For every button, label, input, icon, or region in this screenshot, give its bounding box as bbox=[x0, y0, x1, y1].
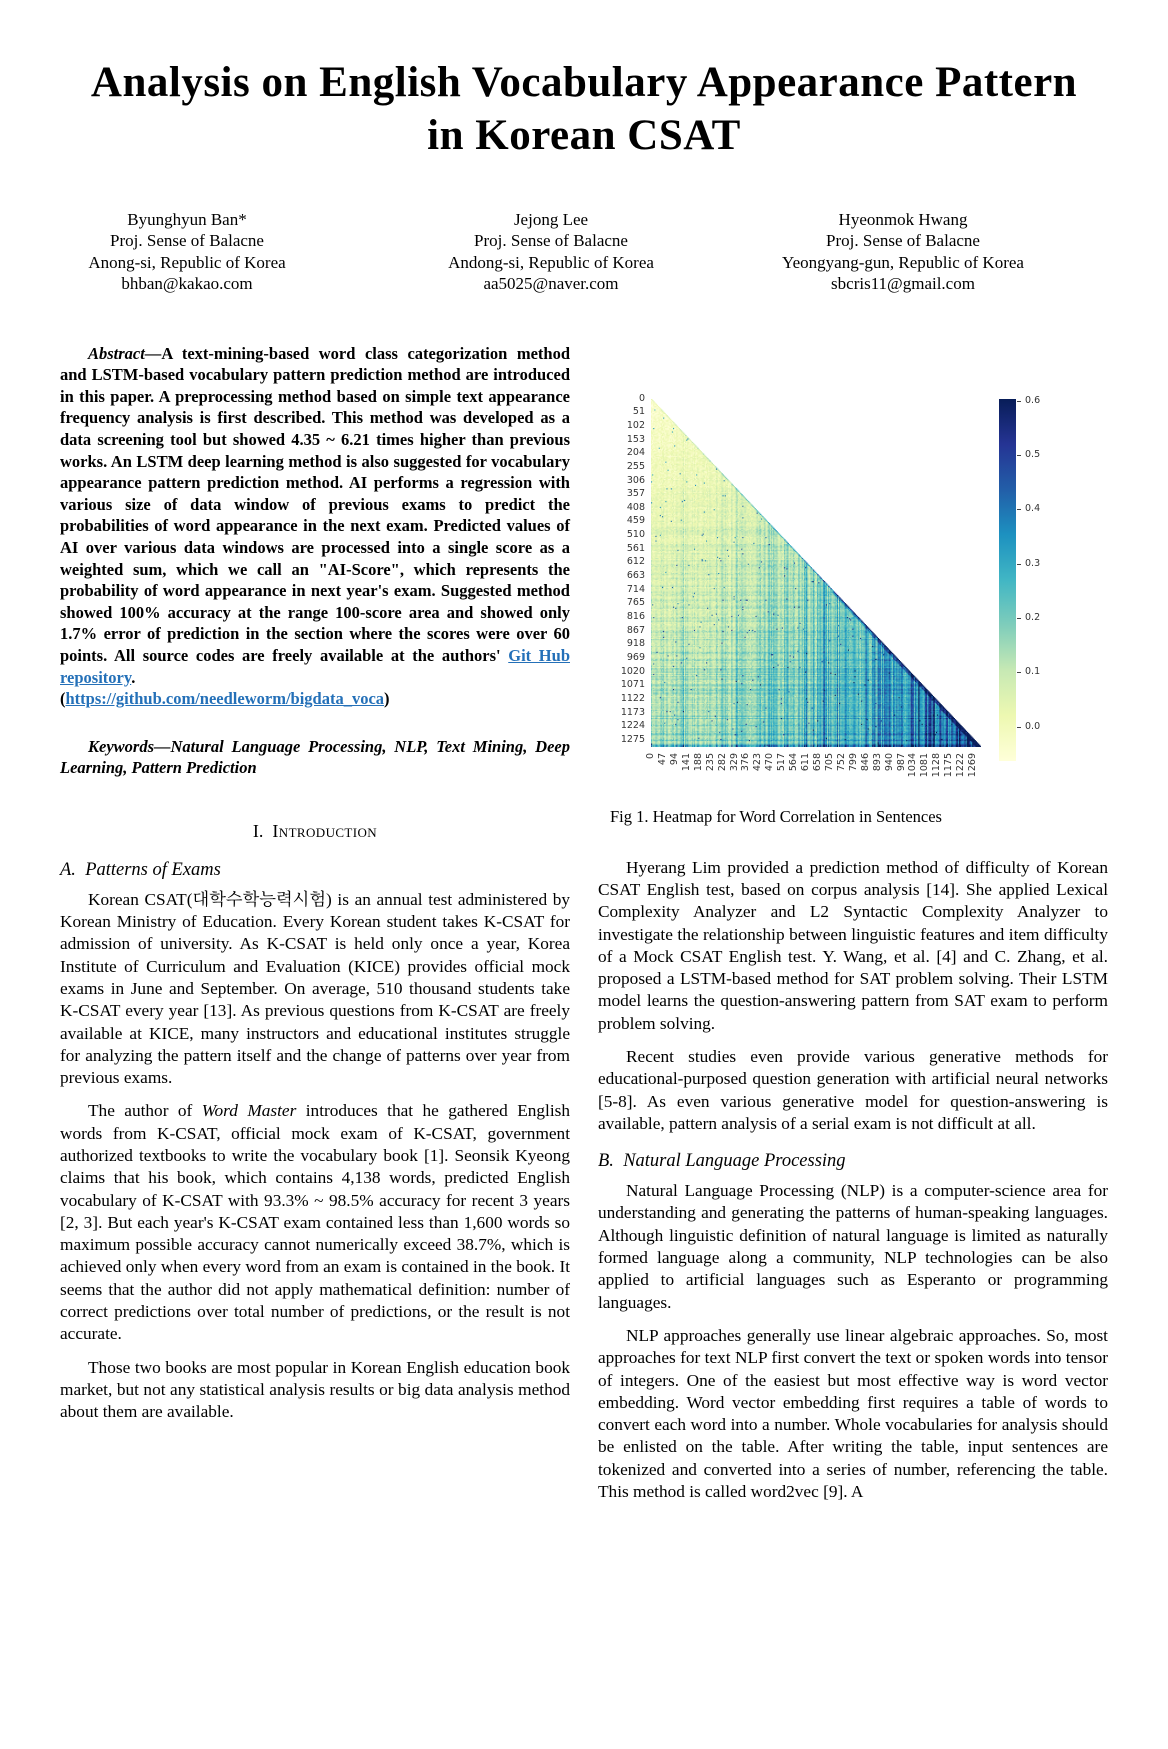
section-number: I. bbox=[252, 820, 264, 841]
colorbar-tick-mark bbox=[1017, 618, 1021, 619]
x-tick-label: 1269 bbox=[967, 752, 979, 777]
author-3 bbox=[718, 209, 1088, 295]
x-tick-label: 1175 bbox=[943, 752, 955, 777]
y-tick-label: 255 bbox=[626, 460, 645, 472]
y-tick-label: 969 bbox=[626, 652, 645, 664]
paper-page bbox=[0, 56, 1168, 1749]
author-block bbox=[0, 209, 1168, 309]
y-tick-label: 765 bbox=[626, 597, 645, 609]
author-location: Andong-si, Republic of Korea bbox=[448, 252, 654, 272]
x-tick-label: 188 bbox=[692, 752, 704, 771]
y-tick-label: 1224 bbox=[620, 720, 645, 732]
y-tick-label: 0 bbox=[638, 392, 645, 404]
x-tick-label: 1222 bbox=[955, 752, 967, 777]
y-tick-label: 714 bbox=[626, 583, 645, 595]
y-tick-label: 1122 bbox=[620, 692, 645, 704]
y-tick-label: 1173 bbox=[620, 706, 645, 718]
paragraph: Hyerang Lim provided a prediction method of difficulty of Korean CSAT English test, based on corpus analysis [14]. She applied Lexical Complexity Analyzer and L2 Syntactic Complexity Analyzer to investigate the relationship between linguistic features and item difficulty of a Mock CSAT English test. Y. Wang, et al. [4] and C. Zhang, et al. proposed a LSTM-based method for SAT problem solving. Their LSTM model learns the question-answering pattern from SAT exam to perform problem solving. bbox=[598, 857, 1108, 1033]
x-tick-label: 376 bbox=[740, 752, 752, 771]
colorbar-tick-label: 0.5 bbox=[1025, 448, 1041, 460]
y-tick-label: 663 bbox=[626, 570, 645, 582]
x-tick-label: 658 bbox=[812, 752, 824, 771]
abstract bbox=[60, 343, 570, 710]
figure-caption: Fig 1. Heatmap for Word Correlation in Sentences bbox=[610, 806, 942, 826]
author-name: Hyeonmok Hwang bbox=[838, 209, 968, 229]
y-tick-label: 204 bbox=[626, 447, 645, 459]
colorbar-tick-label: 0.0 bbox=[1025, 720, 1041, 732]
github-repository-link[interactable]: Git Hub repository bbox=[60, 645, 570, 687]
x-tick-label: 752 bbox=[835, 752, 847, 771]
author-name: Jejong Lee bbox=[513, 209, 589, 229]
x-tick-label: 987 bbox=[895, 752, 907, 771]
abstract-label: Abstract— bbox=[88, 343, 162, 363]
y-tick-label: 459 bbox=[626, 515, 645, 527]
heatmap-colorbar bbox=[999, 399, 1016, 761]
y-tick-label: 306 bbox=[626, 474, 645, 486]
x-tick-label: 705 bbox=[823, 752, 835, 771]
right-column bbox=[598, 343, 1108, 1515]
y-tick-label: 357 bbox=[626, 488, 645, 500]
abstract-period: . bbox=[131, 667, 136, 687]
heatmap-figure bbox=[598, 392, 1108, 793]
subsection-a-heading bbox=[60, 860, 570, 881]
author-email: sbcris11@gmail.com bbox=[831, 274, 975, 294]
paragraph: NLP approaches generally use linear algebraic approaches. So, most approaches for text NLP first convert the text or spoken words into tensor of integers. One of the easiest but most effective way is word vector embedding. Word vector embedding first requires a table of words to convert each word into a number. Whole vocabularies for analysis should be enlisted on the table. After writing the table, input sentences are tokenized and converted into a series of number, referencing the table. This method is called word2vec [9]. A bbox=[598, 1325, 1108, 1502]
y-tick-label: 153 bbox=[626, 433, 645, 445]
author-1 bbox=[2, 209, 372, 295]
author-email: aa5025@naver.com bbox=[483, 274, 619, 294]
colorbar-tick-label: 0.2 bbox=[1025, 611, 1041, 623]
page-title: Analysis on English Vocabulary Appearance Pattern in Korean CSAT bbox=[90, 59, 1078, 160]
colorbar-tick-mark bbox=[1017, 509, 1021, 510]
x-tick-label: 611 bbox=[800, 752, 812, 771]
heatmap-canvas bbox=[651, 399, 981, 747]
keywords-label: Keywords— bbox=[88, 736, 171, 756]
x-tick-label: 1081 bbox=[919, 752, 931, 777]
author-email: bhban@kakao.com bbox=[121, 274, 253, 294]
x-tick-label: 1128 bbox=[931, 752, 943, 777]
x-tick-label: 564 bbox=[788, 752, 800, 771]
x-tick-label: 235 bbox=[704, 752, 716, 771]
two-column-body bbox=[0, 343, 1168, 1515]
keywords bbox=[60, 736, 570, 779]
section-introduction-heading bbox=[60, 821, 570, 842]
subsection-title: Patterns of Exams bbox=[85, 859, 221, 880]
paragraph bbox=[60, 1100, 570, 1345]
paragraph: Those two books are most popular in Korean English education book market, but not any statistical analysis results or big data analysis method about them are available. bbox=[60, 1357, 570, 1422]
x-tick-label: 329 bbox=[728, 752, 740, 771]
keywords-text: Natural Language Processing, NLP, Text Mining, Deep Learning, Pattern Prediction bbox=[60, 736, 570, 778]
subsection-label: A. bbox=[60, 859, 76, 880]
paragraph: Korean CSAT(대학수학능력시험) is an annual test administered by Korean Ministry of Education. Every Korean student takes K-CSAT for admission of university. As K-CSAT is held only once a year, Korea Institute of Curriculum and Evaluation (KICE) provides official mock exams in June and September. On average, 510 thousand students take K-CSAT every year [13]. As previous questions from K-CSAT are freely available at KICE, many instructors and educational institutes struggle for analyzing the pattern itself and the change of patterns over year from previous exams. bbox=[60, 889, 570, 1088]
x-tick-label: 94 bbox=[668, 752, 680, 765]
y-tick-label: 51 bbox=[632, 406, 645, 418]
paragraph: Natural Language Processing (NLP) is a computer-science area for understanding and generating the patterns of human-speaking languages. Although linguistic definition of natural language is limited as naturally formed language along a community, NLP technologies can be also applied to artificial languages such as Esperanto or programming languages. bbox=[598, 1181, 1108, 1312]
x-tick-label: 517 bbox=[776, 752, 788, 771]
x-tick-label: 141 bbox=[680, 752, 692, 771]
colorbar-tick-label: 0.1 bbox=[1025, 666, 1041, 678]
x-tick-label: 470 bbox=[764, 752, 776, 771]
x-tick-label: 799 bbox=[847, 752, 859, 771]
author-location: Yeongyang-gun, Republic of Korea bbox=[782, 252, 1024, 272]
figure-1 bbox=[598, 343, 1108, 827]
y-tick-label: 510 bbox=[626, 529, 645, 541]
colorbar-tick-label: 0.3 bbox=[1025, 557, 1041, 569]
y-tick-label: 1275 bbox=[620, 733, 645, 745]
y-tick-label: 102 bbox=[626, 419, 645, 431]
subsection-b-heading bbox=[598, 1151, 1108, 1172]
x-tick-label: 0 bbox=[645, 752, 656, 759]
repo-paren-open: ( bbox=[60, 689, 66, 709]
section-title: Introduction bbox=[272, 820, 378, 841]
paragraph-text: introduces that he gathered English words from K-CSAT, official mock exam of K-CSAT, government authorized textbooks to write the vocabulary book [1]. Seonsik Kyeong claims that his book, which contains 4,138 words, predicted English vocabulary of K-CSAT with 93.3% ~ 98.5% accuracy for recent 3 years [2, 3]. But each year's K-CSAT exam contained less than 1,600 words so maximum possible accuracy cannot numerically exceed 38.7%, which is achieved only when every word from an exam is contained in the book. It seems that the author did not apply mathematical definition: number of correct predictions over total number of predictions, or the result is not accurate. bbox=[60, 1101, 571, 1344]
x-tick-label: 282 bbox=[716, 752, 728, 771]
repository-url-link[interactable]: https://github.com/needleworm/bigdata_voca bbox=[65, 689, 385, 709]
subsection-title: Natural Language Processing bbox=[623, 1151, 846, 1172]
left-column bbox=[60, 343, 570, 1515]
author-affiliation: Proj. Sense of Balacne bbox=[826, 231, 980, 251]
author-2 bbox=[366, 209, 736, 295]
y-tick-label: 561 bbox=[626, 542, 645, 554]
x-tick-label: 423 bbox=[752, 752, 764, 771]
y-tick-label: 1020 bbox=[620, 665, 645, 677]
y-tick-label: 1071 bbox=[620, 679, 645, 691]
abstract-text: A text-mining-based word class categorization method and LSTM-based vocabulary pattern prediction method are introduced in this paper. A preprocessing method based on simple text appearance frequency analysis is first described. This method was developed as a data screening tool but showed 4.35 ~ 6.21 times higher than previous works. An LSTM deep learning method is also suggested for vocabulary appearance pattern prediction method. AI performs a regression with various size of data window of previous exams to predict the probabilities of word appearance in the next exam. Predicted values of AI over various data windows are processed into a single score as a weighted sum, which we call an "AI-Score", which represents the probability of word appearance in next year's exam. Suggested method showed 100% accuracy at the range 100-score area and showed only 1.7% error of prediction in the section where the scores were over 60 points. All source codes are freely available at the authors' bbox=[60, 343, 570, 665]
author-location: Anong-si, Republic of Korea bbox=[88, 252, 286, 272]
author-affiliation: Proj. Sense of Balacne bbox=[110, 231, 264, 251]
y-tick-label: 612 bbox=[626, 556, 645, 568]
colorbar-tick-label: 0.4 bbox=[1025, 503, 1041, 515]
colorbar-tick-mark bbox=[1017, 727, 1021, 728]
x-tick-label: 1034 bbox=[907, 752, 919, 777]
colorbar-tick-mark bbox=[1017, 564, 1021, 565]
y-tick-label: 918 bbox=[626, 638, 645, 650]
colorbar-tick-mark bbox=[1017, 672, 1021, 673]
y-tick-label: 816 bbox=[626, 611, 645, 623]
colorbar-tick-label: 0.6 bbox=[1025, 394, 1041, 406]
y-tick-label: 867 bbox=[626, 624, 645, 636]
x-tick-label: 846 bbox=[859, 752, 871, 771]
book-title-italic: Word Master bbox=[201, 1101, 297, 1121]
paragraph: Recent studies even provide various generative methods for educational-purposed question generation with artificial neural networks [5-8]. As even various generative model for question-answering is available, pattern analysis of a serial exam is not difficult at all. bbox=[598, 1047, 1108, 1133]
x-tick-label: 940 bbox=[883, 752, 895, 771]
repo-paren-close: ) bbox=[384, 689, 390, 709]
paragraph-text: The author of bbox=[88, 1101, 202, 1121]
subsection-label: B. bbox=[598, 1151, 614, 1172]
author-affiliation: Proj. Sense of Balacne bbox=[474, 231, 628, 251]
x-tick-label: 893 bbox=[871, 752, 883, 771]
x-tick-label: 47 bbox=[656, 752, 668, 765]
y-tick-label: 408 bbox=[626, 501, 645, 513]
colorbar-tick-mark bbox=[1017, 401, 1021, 402]
author-name: Byunghyun Ban* bbox=[127, 209, 247, 229]
colorbar-tick-mark bbox=[1017, 455, 1021, 456]
